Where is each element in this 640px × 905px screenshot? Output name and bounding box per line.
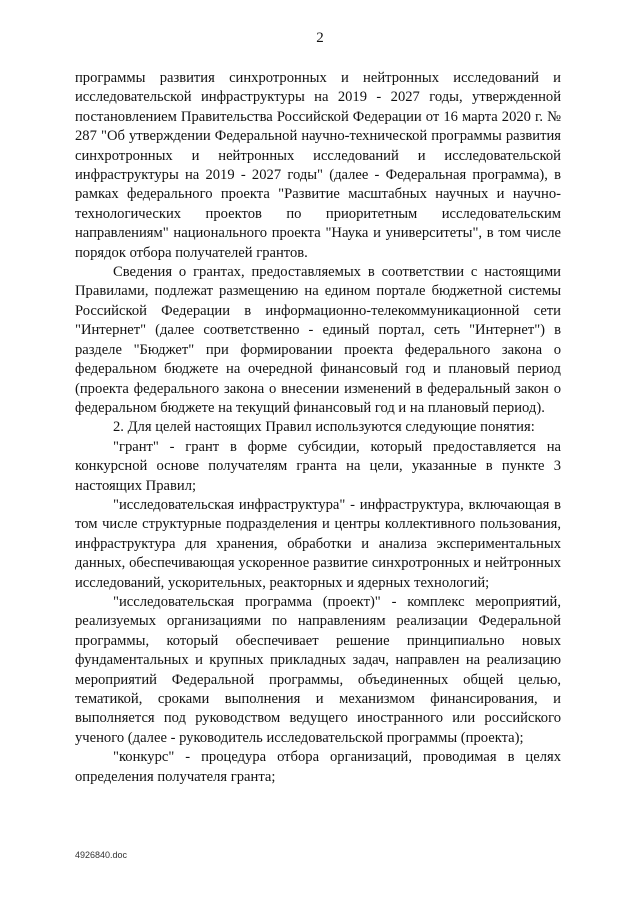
document-body [75, 69, 561, 787]
definition-contest: "конкурс" - процедура отбора организаций, проводимая в целях определения получателя гранта; [75, 749, 561, 785]
paragraph-continuation: программы развития синхротронных и нейтронных исследований и исследовательской инфраструктуры на 2019 - 2027 годы, утвержденной постановлением Правительства Российской Федерации от 16 марта 2020 г. № 287 "Об утверждении Федеральной научно-технической программы развития синхротронных и нейтронных исследований и исследовательской инфраструктуры на 2019 - 2027 годы" (далее - Федеральная программа), в рамках федерального проекта "Развитие масштабных научных и научно-технологических проектов по приоритетным исследовательским направлениям" национального проекта "Наука и университеты", в том числе порядок отбора получателей грантов. [75, 70, 561, 261]
paragraph-definitions-intro: 2. Для целей настоящих Правил используются следующие понятия: [113, 419, 535, 436]
definition-research-program: "исследовательская программа (проект)" - комплекс мероприятий, реализуемых организациями по направлениям реализации Федеральной программы, который обеспечивает решение принципиально новых фундаментальных и крупных прикладных задач, направлен на реализацию мероприятий Федеральной программы, объединенных общей целью, тематикой, сроками выполнения и механизмом финансирования, и выполняется под руководством ведущего иностранного или российского ученого (далее - руководитель исследовательской программы (проекта); [75, 593, 561, 746]
page-number: 2 [316, 30, 324, 46]
file-name-footer: 4926840.doc [75, 850, 128, 860]
paragraph-grant-info: Сведения о грантах, предоставляемых в соответствии с настоящими Правилами, подлежат размещению на едином портале бюджетной системы Российской Федерации в информационно-телекоммуникационной сети "Интернет" (далее соответственно - единый портал, сеть "Интернет") в разделе "Бюджет" при формировании проекта федерального закона о федеральном бюджете на очередной финансовый год и плановый период (проекта федерального закона о внесении изменений в федеральный закон о федеральном бюджете на текущий финансовый год и на плановый период). [75, 264, 561, 416]
definition-research-infrastructure: "исследовательская инфраструктура" - инфраструктура, включающая в том числе структурные подразделения и центры коллективного пользования, инфраструктура для хранения, обработки и анализа экспериментальных данных, обеспечивающая ускоренное развитие синхротронных и нейтронных исследований, ускорительных, реакторных и ядерных технологий; [75, 496, 561, 591]
definition-grant: "грант" - грант в форме субсидии, который предоставляется на конкурсной основе получателям гранта на цели, указанные в пункте 3 настоящих Правил; [75, 438, 561, 494]
